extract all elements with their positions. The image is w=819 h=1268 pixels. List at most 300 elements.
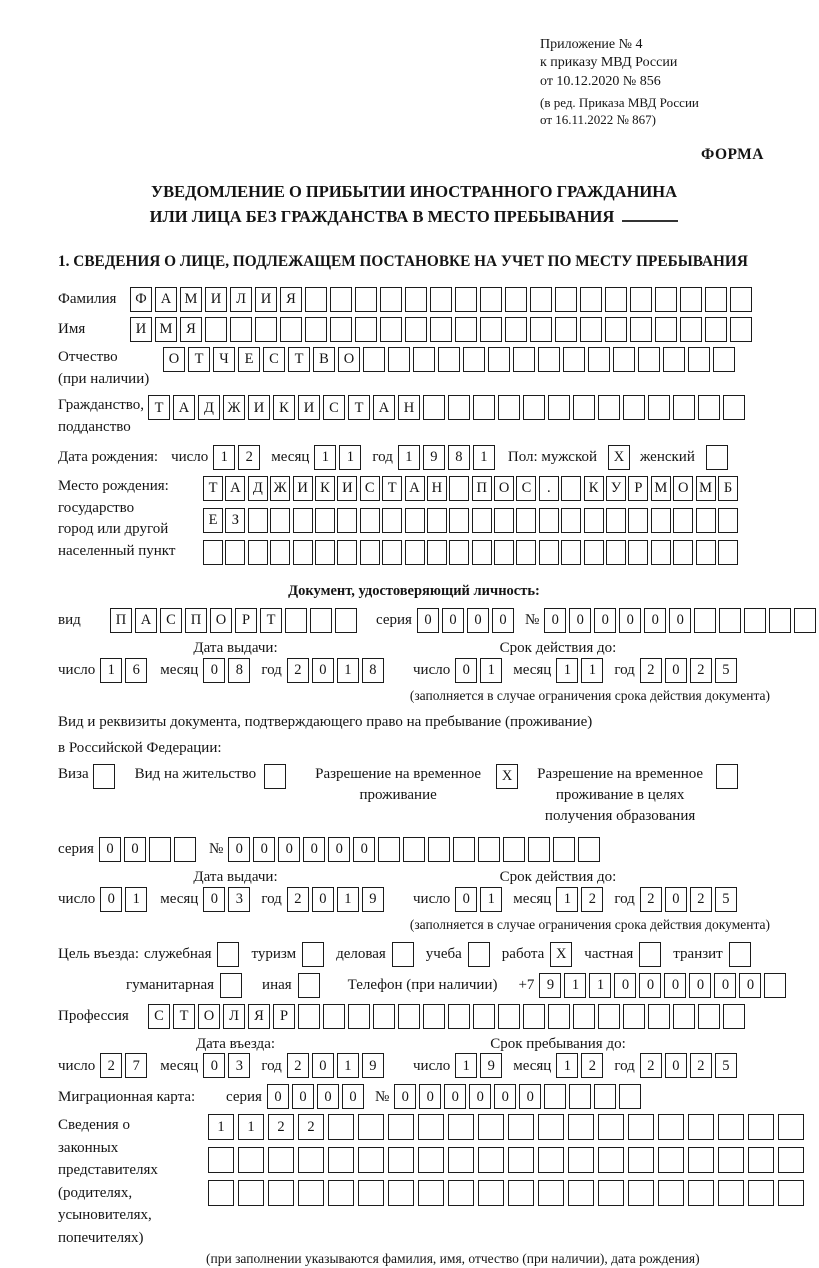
form-cell[interactable] [613, 347, 635, 372]
form-cell[interactable] [673, 540, 693, 565]
form-cell[interactable]: 1 [337, 887, 359, 912]
form-cell[interactable] [718, 540, 738, 565]
form-cell[interactable]: М [651, 476, 671, 501]
form-cell[interactable] [606, 508, 626, 533]
form-cell[interactable]: 0 [278, 837, 300, 862]
form-cell[interactable]: 1 [125, 887, 147, 912]
form-cell[interactable]: 0 [419, 1084, 441, 1109]
form-cell[interactable] [530, 317, 552, 342]
form-cell[interactable]: 5 [715, 1053, 737, 1078]
form-cell[interactable]: 1 [480, 887, 502, 912]
form-cell[interactable] [448, 1004, 470, 1029]
form-cell[interactable]: 0 [203, 1053, 225, 1078]
form-cell[interactable]: 9 [362, 1053, 384, 1078]
form-cell[interactable] [778, 1180, 804, 1206]
form-cell[interactable]: С [263, 347, 285, 372]
form-cell[interactable]: 1 [556, 1053, 578, 1078]
form-cell[interactable] [748, 1114, 774, 1140]
form-cell[interactable] [360, 508, 380, 533]
form-cell[interactable]: 0 [292, 1084, 314, 1109]
form-cell[interactable]: С [148, 1004, 170, 1029]
form-cell[interactable] [463, 347, 485, 372]
form-cell[interactable] [568, 1114, 594, 1140]
form-cell[interactable]: 0 [455, 887, 477, 912]
residence-permit-checkbox[interactable] [264, 764, 286, 789]
form-cell[interactable] [248, 540, 268, 565]
form-cell[interactable] [548, 395, 570, 420]
form-cell[interactable] [723, 395, 745, 420]
form-cell[interactable] [555, 317, 577, 342]
form-cell[interactable] [348, 1004, 370, 1029]
form-cell[interactable]: О [163, 347, 185, 372]
form-cell[interactable] [516, 540, 536, 565]
form-cell[interactable] [696, 540, 716, 565]
form-cell[interactable]: 0 [467, 608, 489, 633]
form-cell[interactable]: 0 [544, 608, 566, 633]
form-cell[interactable]: 0 [303, 837, 325, 862]
form-cell[interactable] [696, 508, 716, 533]
form-cell[interactable]: 0 [639, 973, 661, 998]
form-cell[interactable] [427, 540, 447, 565]
form-cell[interactable]: 0 [714, 973, 736, 998]
form-cell[interactable]: 0 [665, 887, 687, 912]
form-cell[interactable] [553, 837, 575, 862]
form-cell[interactable] [598, 1114, 624, 1140]
form-cell[interactable] [238, 1180, 264, 1206]
form-cell[interactable]: Н [427, 476, 447, 501]
form-cell[interactable]: 6 [125, 658, 147, 683]
form-cell[interactable] [418, 1147, 444, 1173]
form-cell[interactable]: 0 [469, 1084, 491, 1109]
form-cell[interactable] [388, 1114, 414, 1140]
form-cell[interactable] [778, 1114, 804, 1140]
form-cell[interactable] [448, 1114, 474, 1140]
form-cell[interactable] [663, 347, 685, 372]
form-cell[interactable]: 2 [298, 1114, 324, 1140]
form-cell[interactable]: 8 [448, 445, 470, 470]
form-cell[interactable]: М [155, 317, 177, 342]
form-cell[interactable] [658, 1147, 684, 1173]
form-cell[interactable]: 0 [353, 837, 375, 862]
form-cell[interactable]: 0 [664, 973, 686, 998]
form-cell[interactable] [723, 1004, 745, 1029]
form-cell[interactable] [423, 395, 445, 420]
form-cell[interactable]: Е [238, 347, 260, 372]
form-cell[interactable] [705, 317, 727, 342]
form-cell[interactable]: Д [248, 476, 268, 501]
form-cell[interactable]: 0 [492, 608, 514, 633]
form-cell[interactable]: М [696, 476, 716, 501]
form-cell[interactable] [523, 1004, 545, 1029]
form-cell[interactable]: Ф [130, 287, 152, 312]
form-cell[interactable] [430, 317, 452, 342]
form-cell[interactable] [472, 540, 492, 565]
form-cell[interactable] [382, 540, 402, 565]
form-cell[interactable] [680, 317, 702, 342]
form-cell[interactable]: 0 [594, 608, 616, 633]
form-cell[interactable] [208, 1180, 234, 1206]
form-cell[interactable]: И [255, 287, 277, 312]
form-cell[interactable] [628, 1180, 654, 1206]
form-cell[interactable]: 1 [100, 658, 122, 683]
form-cell[interactable] [358, 1147, 384, 1173]
form-cell[interactable] [203, 540, 223, 565]
form-cell[interactable] [230, 317, 252, 342]
form-cell[interactable] [573, 395, 595, 420]
form-cell[interactable] [673, 395, 695, 420]
form-cell[interactable]: Т [382, 476, 402, 501]
form-cell[interactable] [538, 1180, 564, 1206]
form-cell[interactable] [455, 287, 477, 312]
form-cell[interactable]: С [516, 476, 536, 501]
form-cell[interactable]: Т [288, 347, 310, 372]
form-cell[interactable] [355, 287, 377, 312]
form-cell[interactable] [638, 347, 660, 372]
form-cell[interactable] [561, 508, 581, 533]
form-cell[interactable] [328, 1147, 354, 1173]
form-cell[interactable]: 0 [317, 1084, 339, 1109]
form-cell[interactable] [310, 608, 332, 633]
form-cell[interactable] [598, 1004, 620, 1029]
form-cell[interactable]: К [315, 476, 335, 501]
form-cell[interactable] [298, 1147, 324, 1173]
form-cell[interactable] [455, 317, 477, 342]
form-cell[interactable]: 7 [125, 1053, 147, 1078]
form-cell[interactable] [478, 1147, 504, 1173]
form-cell[interactable] [630, 317, 652, 342]
form-cell[interactable] [382, 508, 402, 533]
form-cell[interactable] [764, 973, 786, 998]
form-cell[interactable] [530, 287, 552, 312]
form-cell[interactable]: А [135, 608, 157, 633]
form-cell[interactable]: А [225, 476, 245, 501]
form-cell[interactable]: 9 [539, 973, 561, 998]
form-cell[interactable] [330, 287, 352, 312]
form-cell[interactable]: 8 [228, 658, 250, 683]
form-cell[interactable] [380, 287, 402, 312]
form-cell[interactable] [655, 317, 677, 342]
form-cell[interactable] [673, 508, 693, 533]
temp-residence-checkbox[interactable]: X [496, 764, 518, 789]
form-cell[interactable] [598, 1180, 624, 1206]
form-cell[interactable] [413, 347, 435, 372]
form-cell[interactable] [503, 837, 525, 862]
form-cell[interactable]: Л [223, 1004, 245, 1029]
form-cell[interactable] [648, 395, 670, 420]
form-cell[interactable] [605, 317, 627, 342]
form-cell[interactable]: 2 [238, 445, 260, 470]
form-cell[interactable] [573, 1004, 595, 1029]
form-cell[interactable] [673, 1004, 695, 1029]
form-cell[interactable]: 2 [640, 1053, 662, 1078]
purpose-work-checkbox[interactable]: X [550, 942, 572, 967]
form-cell[interactable]: 3 [228, 887, 250, 912]
form-cell[interactable] [398, 1004, 420, 1029]
form-cell[interactable]: 0 [614, 973, 636, 998]
form-cell[interactable]: 1 [473, 445, 495, 470]
form-cell[interactable]: 0 [455, 658, 477, 683]
form-cell[interactable] [388, 1180, 414, 1206]
form-cell[interactable]: 0 [569, 608, 591, 633]
form-cell[interactable] [630, 287, 652, 312]
form-cell[interactable]: 8 [362, 658, 384, 683]
form-cell[interactable] [628, 1114, 654, 1140]
form-cell[interactable]: 0 [444, 1084, 466, 1109]
form-cell[interactable] [449, 476, 469, 501]
form-cell[interactable] [268, 1180, 294, 1206]
form-cell[interactable]: А [173, 395, 195, 420]
form-cell[interactable] [505, 317, 527, 342]
form-cell[interactable] [498, 395, 520, 420]
purpose-private-checkbox[interactable] [639, 942, 661, 967]
form-cell[interactable]: К [273, 395, 295, 420]
form-cell[interactable] [418, 1114, 444, 1140]
form-cell[interactable]: А [405, 476, 425, 501]
form-cell[interactable] [651, 508, 671, 533]
form-cell[interactable] [718, 1114, 744, 1140]
form-cell[interactable] [328, 1114, 354, 1140]
purpose-other-checkbox[interactable] [298, 973, 320, 998]
form-cell[interactable] [280, 317, 302, 342]
form-cell[interactable] [563, 347, 585, 372]
form-cell[interactable]: Д [198, 395, 220, 420]
form-cell[interactable]: 0 [312, 658, 334, 683]
form-cell[interactable] [405, 317, 427, 342]
form-cell[interactable] [688, 1147, 714, 1173]
temp-residence-education-checkbox[interactable] [716, 764, 738, 789]
purpose-official-checkbox[interactable] [217, 942, 239, 967]
form-cell[interactable] [544, 1084, 566, 1109]
form-cell[interactable] [528, 837, 550, 862]
form-cell[interactable] [405, 540, 425, 565]
form-cell[interactable] [508, 1147, 534, 1173]
form-cell[interactable] [337, 508, 357, 533]
form-cell[interactable] [418, 1180, 444, 1206]
purpose-transit-checkbox[interactable] [729, 942, 751, 967]
form-cell[interactable] [516, 508, 536, 533]
form-cell[interactable] [605, 287, 627, 312]
form-cell[interactable]: Н [398, 395, 420, 420]
form-cell[interactable]: Л [230, 287, 252, 312]
form-cell[interactable] [378, 837, 400, 862]
form-cell[interactable]: И [130, 317, 152, 342]
form-cell[interactable]: 0 [328, 837, 350, 862]
form-cell[interactable]: 0 [644, 608, 666, 633]
form-cell[interactable] [658, 1180, 684, 1206]
form-cell[interactable] [539, 540, 559, 565]
form-cell[interactable]: О [198, 1004, 220, 1029]
form-cell[interactable]: . [539, 476, 559, 501]
form-cell[interactable] [478, 1114, 504, 1140]
form-cell[interactable]: 0 [267, 1084, 289, 1109]
form-cell[interactable] [584, 508, 604, 533]
form-cell[interactable] [323, 1004, 345, 1029]
form-cell[interactable] [580, 317, 602, 342]
form-cell[interactable]: О [210, 608, 232, 633]
form-cell[interactable] [705, 287, 727, 312]
form-cell[interactable]: 0 [494, 1084, 516, 1109]
form-cell[interactable]: 1 [337, 1053, 359, 1078]
form-cell[interactable] [388, 1147, 414, 1173]
form-cell[interactable]: И [248, 395, 270, 420]
form-cell[interactable] [358, 1180, 384, 1206]
form-cell[interactable] [769, 608, 791, 633]
form-cell[interactable]: 1 [589, 973, 611, 998]
form-cell[interactable] [405, 508, 425, 533]
form-cell[interactable] [794, 608, 816, 633]
form-cell[interactable] [538, 1114, 564, 1140]
form-cell[interactable] [744, 608, 766, 633]
form-cell[interactable] [208, 1147, 234, 1173]
form-cell[interactable] [628, 1147, 654, 1173]
form-cell[interactable] [778, 1147, 804, 1173]
form-cell[interactable] [268, 1147, 294, 1173]
form-cell[interactable] [548, 1004, 570, 1029]
form-cell[interactable] [498, 1004, 520, 1029]
form-cell[interactable]: 1 [314, 445, 336, 470]
form-cell[interactable]: А [155, 287, 177, 312]
form-cell[interactable]: 1 [398, 445, 420, 470]
form-cell[interactable] [448, 1147, 474, 1173]
form-cell[interactable]: 2 [287, 658, 309, 683]
form-cell[interactable] [488, 347, 510, 372]
form-cell[interactable]: 1 [564, 973, 586, 998]
form-cell[interactable]: 2 [287, 1053, 309, 1078]
form-cell[interactable] [478, 837, 500, 862]
form-cell[interactable] [270, 540, 290, 565]
form-cell[interactable] [730, 317, 752, 342]
form-cell[interactable]: 5 [715, 658, 737, 683]
form-cell[interactable] [360, 540, 380, 565]
form-cell[interactable]: С [360, 476, 380, 501]
form-cell[interactable] [718, 508, 738, 533]
form-cell[interactable]: 2 [690, 1053, 712, 1078]
form-cell[interactable]: 0 [203, 658, 225, 683]
form-cell[interactable]: 0 [203, 887, 225, 912]
form-cell[interactable]: Т [188, 347, 210, 372]
form-cell[interactable] [748, 1147, 774, 1173]
form-cell[interactable]: 9 [362, 887, 384, 912]
form-cell[interactable] [688, 347, 710, 372]
form-cell[interactable]: П [472, 476, 492, 501]
form-cell[interactable]: П [185, 608, 207, 633]
form-cell[interactable] [688, 1180, 714, 1206]
form-cell[interactable] [658, 1114, 684, 1140]
form-cell[interactable] [337, 540, 357, 565]
form-cell[interactable]: 0 [739, 973, 761, 998]
form-cell[interactable]: Ж [223, 395, 245, 420]
form-cell[interactable]: В [313, 347, 335, 372]
form-cell[interactable]: 2 [100, 1053, 122, 1078]
form-cell[interactable] [698, 395, 720, 420]
form-cell[interactable]: 1 [213, 445, 235, 470]
form-cell[interactable]: А [373, 395, 395, 420]
form-cell[interactable] [688, 1114, 714, 1140]
form-cell[interactable]: 2 [690, 658, 712, 683]
form-cell[interactable] [380, 317, 402, 342]
form-cell[interactable] [298, 1004, 320, 1029]
form-cell[interactable] [478, 1180, 504, 1206]
form-cell[interactable] [623, 395, 645, 420]
form-cell[interactable] [648, 1004, 670, 1029]
form-cell[interactable] [298, 1180, 324, 1206]
form-cell[interactable]: 1 [581, 658, 603, 683]
form-cell[interactable]: 0 [99, 837, 121, 862]
form-cell[interactable]: 2 [268, 1114, 294, 1140]
form-cell[interactable]: 9 [480, 1053, 502, 1078]
form-cell[interactable] [248, 508, 268, 533]
form-cell[interactable] [606, 540, 626, 565]
form-cell[interactable]: Б [718, 476, 738, 501]
form-cell[interactable] [430, 287, 452, 312]
purpose-study-checkbox[interactable] [468, 942, 490, 967]
form-cell[interactable]: З [225, 508, 245, 533]
form-cell[interactable]: Я [180, 317, 202, 342]
form-cell[interactable]: 0 [417, 608, 439, 633]
form-cell[interactable] [270, 508, 290, 533]
form-cell[interactable] [628, 508, 648, 533]
form-cell[interactable] [285, 608, 307, 633]
form-cell[interactable]: Т [348, 395, 370, 420]
form-cell[interactable] [561, 540, 581, 565]
form-cell[interactable] [328, 1180, 354, 1206]
form-cell[interactable] [561, 476, 581, 501]
form-cell[interactable]: Т [173, 1004, 195, 1029]
form-cell[interactable] [569, 1084, 591, 1109]
form-cell[interactable]: И [205, 287, 227, 312]
form-cell[interactable] [578, 837, 600, 862]
form-cell[interactable]: 0 [253, 837, 275, 862]
form-cell[interactable] [388, 347, 410, 372]
form-cell[interactable]: 0 [394, 1084, 416, 1109]
form-cell[interactable]: 0 [689, 973, 711, 998]
visa-checkbox[interactable] [93, 764, 115, 789]
form-cell[interactable] [438, 347, 460, 372]
form-cell[interactable]: 2 [640, 887, 662, 912]
form-cell[interactable]: О [673, 476, 693, 501]
form-cell[interactable] [149, 837, 171, 862]
form-cell[interactable]: Т [148, 395, 170, 420]
form-cell[interactable]: 1 [339, 445, 361, 470]
form-cell[interactable]: 2 [581, 887, 603, 912]
form-cell[interactable]: 0 [100, 887, 122, 912]
form-cell[interactable] [293, 508, 313, 533]
form-cell[interactable]: У [606, 476, 626, 501]
form-cell[interactable]: 0 [669, 608, 691, 633]
form-cell[interactable] [513, 347, 535, 372]
form-cell[interactable] [523, 395, 545, 420]
gender-male-checkbox[interactable]: X [608, 445, 630, 470]
form-cell[interactable] [255, 317, 277, 342]
form-cell[interactable]: 2 [640, 658, 662, 683]
form-cell[interactable] [423, 1004, 445, 1029]
form-cell[interactable]: 2 [690, 887, 712, 912]
form-cell[interactable]: П [110, 608, 132, 633]
form-cell[interactable] [494, 508, 514, 533]
form-cell[interactable] [505, 287, 527, 312]
form-cell[interactable] [719, 608, 741, 633]
form-cell[interactable]: Р [628, 476, 648, 501]
form-cell[interactable] [713, 347, 735, 372]
form-cell[interactable]: С [160, 608, 182, 633]
form-cell[interactable] [694, 608, 716, 633]
form-cell[interactable]: 0 [665, 1053, 687, 1078]
form-cell[interactable]: 0 [228, 837, 250, 862]
form-cell[interactable]: И [337, 476, 357, 501]
gender-female-checkbox[interactable] [706, 445, 728, 470]
form-cell[interactable]: 0 [665, 658, 687, 683]
form-cell[interactable] [619, 1084, 641, 1109]
